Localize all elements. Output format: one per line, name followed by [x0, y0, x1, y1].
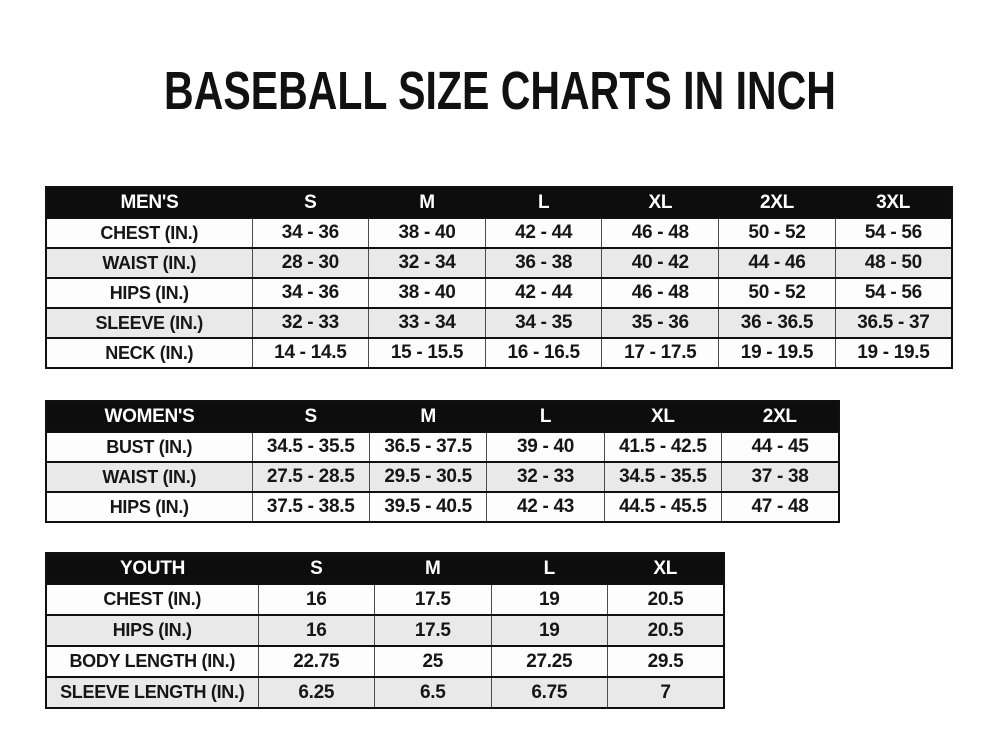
header-row — [46, 553, 724, 584]
womens-size-table — [45, 400, 840, 523]
size-value-cell: 29.5 — [608, 646, 725, 677]
table-row — [46, 646, 724, 677]
column-header-cell: L — [487, 401, 604, 432]
size-value-cell: 25 — [375, 646, 492, 677]
size-value-cell: 39 - 40 — [487, 432, 604, 462]
column-header-cell: M — [369, 187, 486, 218]
size-value-cell: 20.5 — [608, 615, 725, 646]
row-label-cell: CHEST (IN.) — [46, 218, 252, 248]
size-value-cell: 29.5 - 30.5 — [369, 462, 486, 492]
size-value-cell: 17 - 17.5 — [602, 338, 719, 368]
table-row — [46, 338, 952, 368]
size-value-cell: 42 - 43 — [487, 492, 604, 522]
size-value-cell: 50 - 52 — [719, 278, 836, 308]
row-label-cell: HIPS (IN.) — [46, 615, 258, 646]
size-value-cell: 7 — [608, 677, 725, 708]
size-value-cell: 36 - 38 — [485, 248, 602, 278]
size-value-cell: 39.5 - 40.5 — [369, 492, 486, 522]
size-value-cell: 42 - 44 — [485, 278, 602, 308]
size-value-cell: 48 - 50 — [835, 248, 952, 278]
size-value-cell: 46 - 48 — [602, 278, 719, 308]
size-value-cell: 46 - 48 — [602, 218, 719, 248]
size-value-cell: 16 — [258, 615, 375, 646]
size-value-cell: 44 - 45 — [722, 432, 839, 462]
youth-table-header — [46, 553, 724, 584]
size-value-cell: 34.5 - 35.5 — [604, 462, 721, 492]
size-value-cell: 35 - 36 — [602, 308, 719, 338]
size-value-cell: 54 - 56 — [835, 218, 952, 248]
table-row — [46, 278, 952, 308]
size-value-cell: 32 - 34 — [369, 248, 486, 278]
row-label-cell: BODY LENGTH (IN.) — [46, 646, 258, 677]
size-value-cell: 19 - 19.5 — [835, 338, 952, 368]
row-label-cell: CHEST (IN.) — [46, 584, 258, 615]
size-value-cell: 6.5 — [375, 677, 492, 708]
row-label-cell: SLEEVE LENGTH (IN.) — [46, 677, 258, 708]
column-header-cell: L — [491, 553, 608, 584]
table-row — [46, 615, 724, 646]
row-label-cell: SLEEVE (IN.) — [46, 308, 252, 338]
row-label-cell: NECK (IN.) — [46, 338, 252, 368]
mens-table-title-cell: MEN'S — [46, 187, 252, 218]
size-value-cell: 38 - 40 — [369, 218, 486, 248]
row-label-cell: WAIST (IN.) — [46, 248, 252, 278]
size-value-cell: 6.25 — [258, 677, 375, 708]
mens-size-table — [45, 186, 953, 369]
size-value-cell: 16 - 16.5 — [485, 338, 602, 368]
size-value-cell: 34 - 36 — [252, 278, 369, 308]
table-row — [46, 584, 724, 615]
size-value-cell: 15 - 15.5 — [369, 338, 486, 368]
header-row — [46, 401, 839, 432]
table-row — [46, 308, 952, 338]
column-header-cell: L — [485, 187, 602, 218]
size-value-cell: 17.5 — [375, 615, 492, 646]
size-value-cell: 36 - 36.5 — [719, 308, 836, 338]
column-header-cell: XL — [604, 401, 721, 432]
size-value-cell: 22.75 — [258, 646, 375, 677]
page-title: BASEBALL SIZE CHARTS IN INCH — [164, 61, 836, 121]
table-row — [46, 677, 724, 708]
size-value-cell: 28 - 30 — [252, 248, 369, 278]
youth-table-body — [46, 584, 724, 708]
size-value-cell: 44 - 46 — [719, 248, 836, 278]
row-label-cell: HIPS (IN.) — [46, 278, 252, 308]
size-value-cell: 47 - 48 — [722, 492, 839, 522]
size-value-cell: 19 — [491, 615, 608, 646]
size-value-cell: 50 - 52 — [719, 218, 836, 248]
column-header-cell: M — [369, 401, 486, 432]
size-value-cell: 42 - 44 — [485, 218, 602, 248]
column-header-cell: 3XL — [835, 187, 952, 218]
size-value-cell: 16 — [258, 584, 375, 615]
size-value-cell: 37.5 - 38.5 — [252, 492, 369, 522]
size-value-cell: 37 - 38 — [722, 462, 839, 492]
size-value-cell: 34 - 35 — [485, 308, 602, 338]
size-value-cell: 40 - 42 — [602, 248, 719, 278]
column-header-cell: S — [252, 187, 369, 218]
size-value-cell: 36.5 - 37.5 — [369, 432, 486, 462]
column-header-cell: 2XL — [722, 401, 839, 432]
womens-table-title-cell: WOMEN'S — [46, 401, 252, 432]
size-value-cell: 32 - 33 — [487, 462, 604, 492]
size-value-cell: 34 - 36 — [252, 218, 369, 248]
size-value-cell: 27.5 - 28.5 — [252, 462, 369, 492]
youth-size-table — [45, 552, 725, 709]
size-value-cell: 36.5 - 37 — [835, 308, 952, 338]
size-value-cell: 41.5 - 42.5 — [604, 432, 721, 462]
size-value-cell: 6.75 — [491, 677, 608, 708]
size-value-cell: 14 - 14.5 — [252, 338, 369, 368]
column-header-cell: XL — [608, 553, 725, 584]
size-value-cell: 33 - 34 — [369, 308, 486, 338]
column-header-cell: S — [252, 401, 369, 432]
size-value-cell: 44.5 - 45.5 — [604, 492, 721, 522]
column-header-cell: XL — [602, 187, 719, 218]
size-value-cell: 34.5 - 35.5 — [252, 432, 369, 462]
mens-table-body — [46, 218, 952, 368]
youth-table-title-cell: YOUTH — [46, 553, 258, 584]
table-row — [46, 492, 839, 522]
column-header-cell: 2XL — [719, 187, 836, 218]
size-value-cell: 54 - 56 — [835, 278, 952, 308]
row-label-cell: WAIST (IN.) — [46, 462, 252, 492]
table-row — [46, 218, 952, 248]
size-value-cell: 20.5 — [608, 584, 725, 615]
table-row — [46, 462, 839, 492]
row-label-cell: BUST (IN.) — [46, 432, 252, 462]
header-row — [46, 187, 952, 218]
table-row — [46, 248, 952, 278]
size-value-cell: 19 — [491, 584, 608, 615]
row-label-cell: HIPS (IN.) — [46, 492, 252, 522]
size-value-cell: 19 - 19.5 — [719, 338, 836, 368]
size-value-cell: 32 - 33 — [252, 308, 369, 338]
table-row — [46, 432, 839, 462]
womens-table-body — [46, 432, 839, 522]
column-header-cell: S — [258, 553, 375, 584]
mens-table-header — [46, 187, 952, 218]
size-value-cell: 38 - 40 — [369, 278, 486, 308]
column-header-cell: M — [375, 553, 492, 584]
size-value-cell: 17.5 — [375, 584, 492, 615]
womens-table-header — [46, 401, 839, 432]
size-value-cell: 27.25 — [491, 646, 608, 677]
